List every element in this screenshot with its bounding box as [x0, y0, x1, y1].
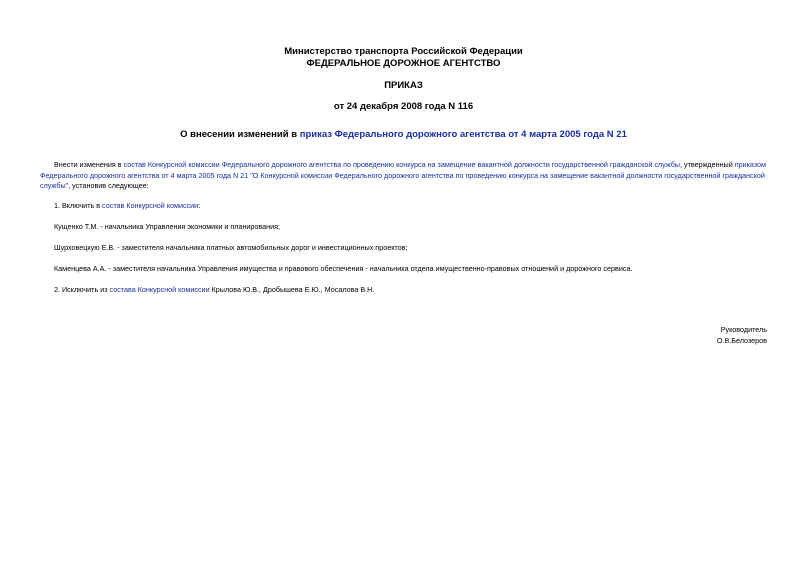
item-2-suffix: Крылова Ю.В., Дробышева Е.Ю., Мосалова В.Н.	[209, 285, 375, 294]
document-subject	[0, 129, 807, 141]
document-date: от 24 декабря 2008 года N 116	[333, 101, 474, 112]
person-1: Кущенко Т.М. - начальника Управления экономики и планирования;	[54, 222, 281, 231]
item-1	[54, 201, 200, 212]
intro-middle: , утвержденный	[679, 160, 735, 169]
intro-paragraph	[40, 160, 772, 192]
ministry-title: Министерство транспорта Российской Федерации	[284, 46, 523, 57]
signature-role: Руководитель	[720, 325, 767, 334]
item-2-link[interactable]: состава Конкурсной комиссии	[109, 285, 210, 294]
commission-composition-link[interactable]: состав Конкурсной комиссии Федерального дорожного агентства по проведению конкурса на замещение вакантной должности государственной гражданской службы	[123, 160, 680, 169]
intro-prefix: Внести изменения в	[54, 160, 124, 169]
subject-prefix: О внесении изменений в	[180, 129, 300, 140]
person-3: Каменцева А.А. - заместителя начальника Управления имущества и правового обеспечения - начальника отдела имущественно-правовых отношений и дорожного сервиса.	[54, 264, 633, 273]
order-link[interactable]: приказом Федерального дорожного агентства от 4 марта 2005 года N 21 "О Конкурсной комиссии Федерального дорожного агентства по проведению конкурса на замещение вакантной должности государственной гражданской службы"	[40, 160, 766, 190]
person-2: Шурховецкую Е.В. - заместителя начальника платных автомобильных дорог и инвестиционных проектов;	[54, 243, 408, 252]
intro-suffix: , установив следующее:	[68, 181, 149, 190]
subject-link[interactable]: приказ Федерального дорожного агентства от 4 марта 2005 года N 21	[299, 129, 627, 140]
agency-title: ФЕДЕРАЛЬНОЕ ДОРОЖНОЕ АГЕНТСТВО	[306, 58, 501, 69]
item-1-suffix: :	[198, 201, 201, 210]
document-type: ПРИКАЗ	[384, 80, 423, 91]
item-2	[54, 285, 374, 296]
item-1-link[interactable]: состав Конкурсной комиссии	[102, 201, 199, 210]
item-1-prefix: 1. Включить в	[54, 201, 103, 210]
signature-name: О.В.Белозеров	[716, 336, 767, 345]
item-2-prefix: 2. Исключить из	[54, 285, 110, 294]
